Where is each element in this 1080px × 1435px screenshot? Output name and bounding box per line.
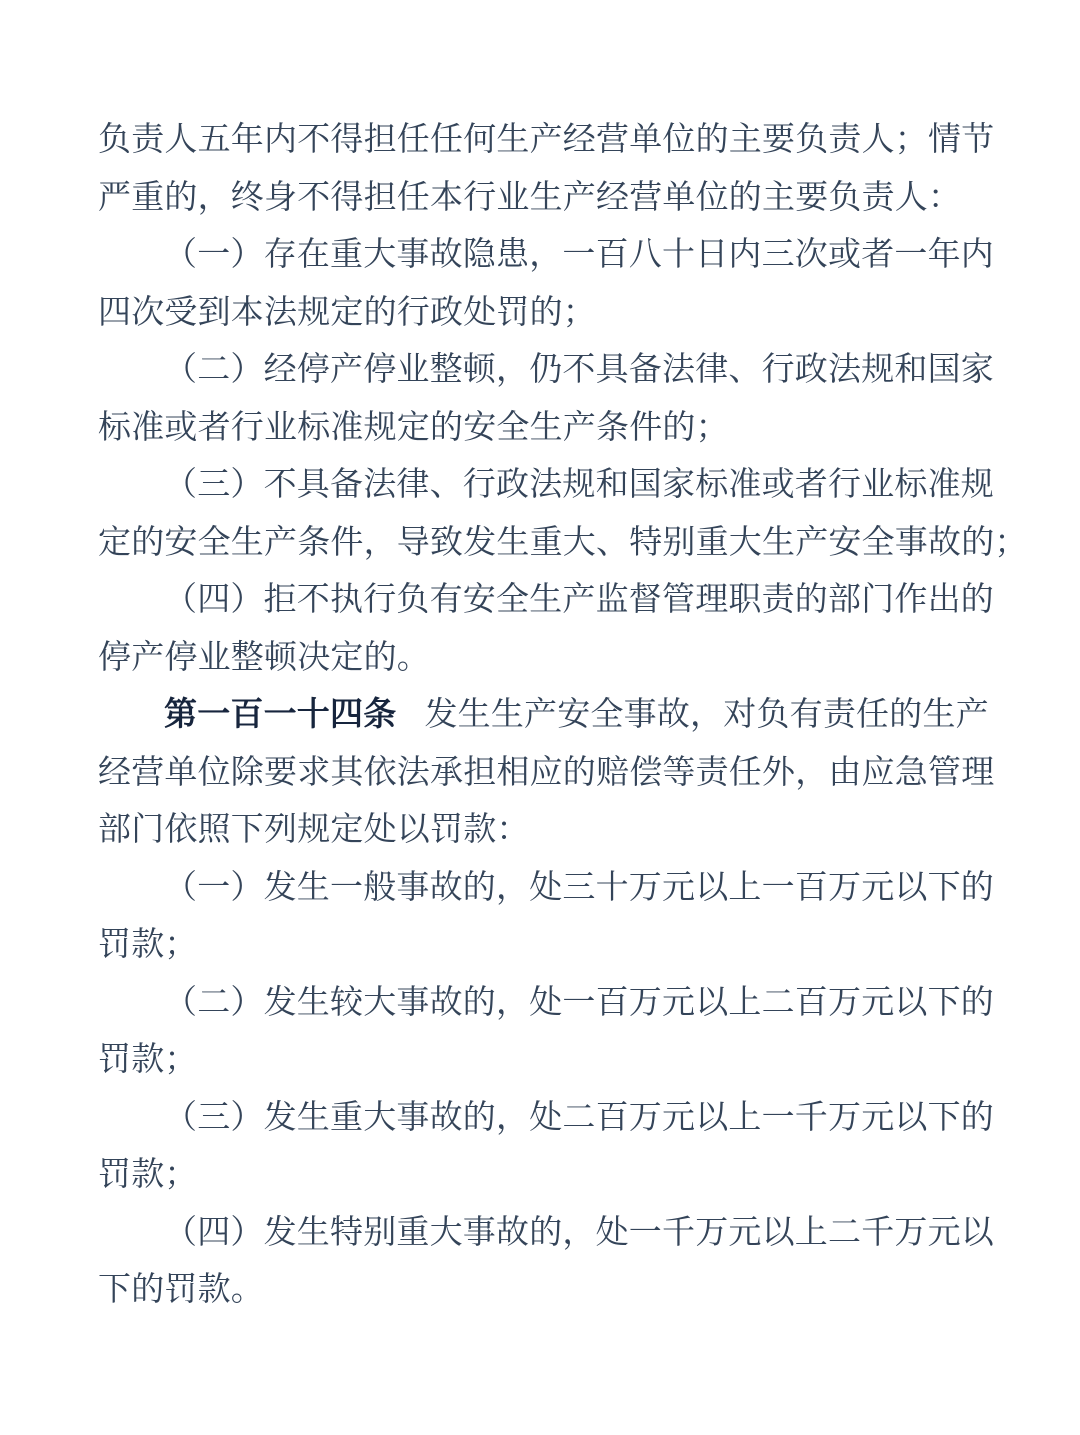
text-lines xyxy=(98,112,1028,1320)
text-line: 罚款； xyxy=(98,1042,198,1078)
text-line: 严重的，终身不得担任本行业生产经营单位的主要负责人： xyxy=(98,179,962,216)
text-line: 经营单位除要求其依法承担相应的赔偿等责任外，由应急管理 xyxy=(98,754,995,791)
line-text: 发生生产安全事故，对负有责任的生产 xyxy=(424,697,989,733)
text-line: 标准或者行业标准规定的安全生产条件的； xyxy=(98,409,729,446)
text-line: （二）发生较大事故的，处一百万元以上二百万元以下的 xyxy=(164,984,994,1021)
text-line: 罚款； xyxy=(98,1157,198,1193)
text-line: 定的安全生产条件，导致发生重大、特别重大生产安全事故的； xyxy=(98,524,1028,561)
text-line: 四次受到本法规定的行政处罚的； xyxy=(98,294,596,331)
text-line: （一）发生一般事故的，处三十万元以上一百万元以下的 xyxy=(164,869,994,906)
text-line: 部门依照下列规定处以罚款： xyxy=(98,812,530,848)
text-line: （三）发生重大事故的，处二百万元以上一千万元以下的 xyxy=(164,1099,994,1136)
text-line: 停产停业整顿决定的。 xyxy=(98,639,430,676)
text-line: （三）不具备法律、行政法规和国家标准或者行业标准规 xyxy=(164,467,994,503)
text-line xyxy=(98,687,1000,745)
text-line: （四）拒不执行负有安全生产监督管理职责的部门作出的 xyxy=(164,582,994,618)
text-line: （一）存在重大事故隐患，一百八十日内三次或者一年内 xyxy=(164,237,994,273)
text-line: （二）经停产停业整顿，仍不具备法律、行政法规和国家 xyxy=(164,352,994,388)
text-line: （四）发生特别重大事故的，处一千万元以上二千万元以 xyxy=(164,1214,994,1251)
article-number: 第一百一十四条 xyxy=(164,697,397,733)
text-line: 下的罚款。 xyxy=(98,1272,264,1308)
text-line: 罚款； xyxy=(98,927,198,963)
text-line: 负责人五年内不得担任任何生产经营单位的主要负责人；情节 xyxy=(98,122,995,158)
